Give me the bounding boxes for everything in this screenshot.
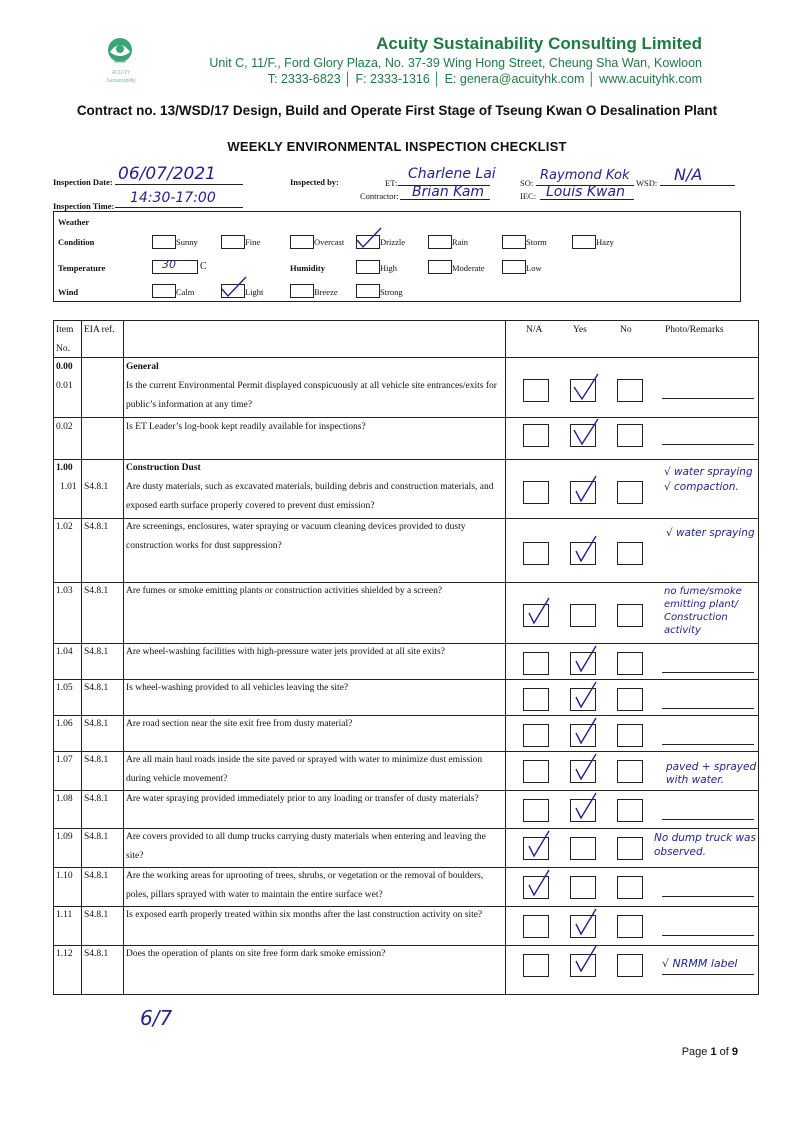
section-heading: General	[126, 362, 159, 372]
no-checkbox[interactable]	[617, 379, 643, 402]
row-number: 0.02	[56, 422, 73, 432]
row-eia-ref: S4.8.1	[84, 871, 109, 881]
remarks-line	[662, 896, 754, 897]
check-mark	[570, 643, 602, 675]
remarks-line	[662, 819, 754, 820]
row-number: 1.12	[56, 949, 73, 959]
inspection-time-value[interactable]: 14:30-17:00	[130, 190, 216, 206]
inspected-by-label: Inspected by:	[290, 177, 339, 187]
row-question: Are fumes or smoke emitting plants or construction activities shielded by a screen?	[126, 586, 443, 596]
handwritten-footnote: 6/7	[140, 1006, 173, 1030]
yes-checkbox[interactable]	[570, 604, 596, 627]
page-prefix: Page	[681, 1046, 711, 1058]
wind-light-label: Light	[245, 287, 264, 297]
et-value[interactable]: Charlene Lai	[408, 166, 496, 182]
humidity-high-label: High	[380, 263, 397, 273]
row-number: 1.08	[56, 794, 73, 804]
inspection-date-label: Inspection Date:	[53, 177, 113, 187]
logo-text: ACUITY	[111, 70, 131, 76]
no-checkbox[interactable]	[617, 837, 643, 860]
wind-strong-label: Strong	[380, 287, 403, 297]
check-mark	[523, 828, 555, 860]
header-yes: Yes	[573, 325, 587, 335]
row-number: 0.00	[56, 362, 73, 372]
humidity-low-checkbox[interactable]	[502, 260, 526, 274]
header-item-no-2: No.	[56, 344, 70, 354]
wind-calm-checkbox[interactable]	[152, 284, 176, 298]
check-mark	[570, 906, 602, 938]
condition-fine-checkbox[interactable]	[221, 235, 245, 249]
no-checkbox[interactable]	[617, 481, 643, 504]
row-question: Are screenings, enclosures, water spraying or vacuum cleaning devices provided to dusty construction works for dust suppression?	[126, 522, 466, 551]
header-remarks: Photo/Remarks	[665, 325, 724, 335]
inspection-date-value[interactable]: 06/07/2021	[118, 164, 216, 184]
remarks-line	[662, 974, 754, 975]
document-title: WEEKLY ENVIRONMENTAL INSPECTION CHECKLIST	[227, 139, 567, 154]
wind-label: Wind	[58, 287, 79, 297]
yes-checkbox[interactable]	[570, 837, 596, 860]
row-remark[interactable]: √ NRMM label	[662, 957, 738, 970]
no-checkbox[interactable]	[617, 424, 643, 447]
contractor-value[interactable]: Brian Kam	[412, 184, 485, 200]
header-eia-ref: EIA ref.	[84, 325, 115, 335]
condition-fine-label: Fine	[245, 237, 261, 247]
row-question: Are the working areas for uprooting of trees, shrubs, or vegetation or the removal of boulders, poles, pillars sprayed with water to maintain the entire surface wet?	[126, 871, 484, 900]
na-checkbox[interactable]	[523, 799, 549, 822]
row-number: 1.04	[56, 647, 73, 657]
remarks-line	[662, 444, 754, 445]
row-number: 0.01	[56, 381, 73, 391]
remarks-line	[662, 935, 754, 936]
logo-subtext: Sustainability	[106, 78, 136, 84]
remarks-line	[662, 744, 754, 745]
check-mark	[570, 416, 602, 448]
humidity-low-label: Low	[526, 263, 542, 273]
check-mark	[523, 867, 555, 899]
check-mark	[570, 473, 602, 505]
section-heading: Construction Dust	[126, 463, 201, 473]
company-contact: T: 2333-6823 │ F: 2333-1316 │ E: genera@acuityhk.com │ www.acuityhk.com	[267, 72, 702, 86]
condition-hazy-label: Hazy	[596, 237, 614, 247]
row-remark[interactable]: √ water spraying	[666, 527, 755, 539]
weather-heading: Weather	[58, 217, 90, 227]
row-question: Is ET Leader’s log-book kept readily available for inspections?	[126, 422, 366, 432]
condition-sunny-label: Sunny	[176, 237, 198, 247]
contractor-label: Contractor:	[360, 191, 399, 201]
iec-label: IEC:	[520, 191, 537, 201]
page-number	[682, 1046, 738, 1058]
check-mark	[570, 533, 602, 565]
check-mark	[570, 679, 602, 711]
row-eia-ref: S4.8.1	[84, 910, 109, 920]
row-question: Are covers provided to all dump trucks carrying dusty materials when entering and leaving the site?	[126, 832, 486, 861]
row-question: Are dusty materials, such as excavated materials, building debris and construction materials, and exposed earth surface properly covered to prevent dust emission?	[126, 482, 494, 511]
na-checkbox[interactable]	[523, 724, 549, 747]
row-eia-ref: S4.8.1	[84, 586, 109, 596]
na-checkbox[interactable]	[523, 954, 549, 977]
page-of: of	[716, 1046, 732, 1058]
condition-rain-checkbox[interactable]	[428, 235, 452, 249]
row-remark[interactable]: √ water spraying √ compaction.	[664, 466, 753, 493]
row-number: 1.09	[56, 832, 73, 842]
no-checkbox[interactable]	[617, 542, 643, 565]
header-no: No	[620, 325, 632, 335]
na-checkbox[interactable]	[523, 424, 549, 447]
yes-checkbox[interactable]	[570, 876, 596, 899]
page-total: 9	[731, 1046, 738, 1058]
wsd-value[interactable]: N/A	[674, 165, 703, 184]
contract-title: Contract no. 13/WSD/17 Design, Build and Operate First Stage of Tseung Kwan O Desalination Plant	[76, 103, 718, 118]
na-checkbox[interactable]	[523, 915, 549, 938]
row-remark[interactable]: no fume/smoke emitting plant/ Construction activity	[664, 586, 742, 636]
condition-storm-label: Storm	[526, 237, 547, 247]
condition-sunny-checkbox[interactable]	[152, 235, 176, 249]
remarks-line	[662, 672, 754, 673]
na-checkbox[interactable]	[523, 688, 549, 711]
condition-drizzle-label: Drizzle	[380, 237, 406, 247]
no-checkbox[interactable]	[617, 760, 643, 783]
row-question: Are road section near the site exit free from dusty material?	[126, 719, 353, 729]
temperature-unit: C	[200, 261, 207, 272]
na-checkbox[interactable]	[523, 379, 549, 402]
et-label: ET:	[385, 178, 398, 188]
row-number: 1.10	[56, 871, 73, 881]
row-number: 1.00	[56, 463, 73, 473]
humidity-moderate-checkbox[interactable]	[428, 260, 452, 274]
row-question: Are water spraying provided immediately prior to any loading or transfer of dusty materials?	[126, 794, 479, 804]
weather-box	[53, 211, 741, 302]
no-checkbox[interactable]	[617, 799, 643, 822]
no-checkbox[interactable]	[617, 604, 643, 627]
so-label: SO:	[520, 178, 534, 188]
row-number: 1.03	[56, 586, 73, 596]
humidity-moderate-label: Moderate	[452, 263, 485, 273]
row-number: 1.07	[56, 755, 73, 765]
na-checkbox[interactable]	[523, 760, 549, 783]
row-eia-ref: S4.8.1	[84, 794, 109, 804]
condition-overcast-checkbox[interactable]	[290, 235, 314, 249]
remarks-line	[662, 708, 754, 709]
row-number: 1.11	[56, 910, 73, 920]
company-logo	[96, 32, 146, 94]
row-eia-ref: S4.8.1	[84, 683, 109, 693]
company-name: Acuity Sustainability Consulting Limited	[376, 34, 702, 53]
iec-value[interactable]: Louis Kwan	[546, 184, 625, 200]
header-na: N/A	[526, 325, 543, 335]
company-address: Unit C, 11/F., Ford Glory Plaza, No. 37-39 Wing Hong Street, Cheung Sha Wan, Kowloon	[209, 56, 702, 70]
no-checkbox[interactable]	[617, 652, 643, 675]
wind-breeze-label: Breeze	[314, 287, 338, 297]
condition-storm-checkbox[interactable]	[502, 235, 526, 249]
check-mark	[523, 595, 555, 627]
condition-overcast-label: Overcast	[314, 237, 345, 247]
row-eia-ref: S4.8.1	[84, 522, 109, 532]
page-current: 1	[710, 1046, 717, 1058]
no-checkbox[interactable]	[617, 954, 643, 977]
condition-label: Condition	[58, 237, 95, 247]
row-remark[interactable]: paved + sprayed with water.	[666, 761, 757, 786]
checklist-table	[53, 320, 759, 995]
row-remark[interactable]: No dump truck was observed.	[654, 832, 756, 858]
row-eia-ref: S4.8.1	[84, 482, 109, 492]
condition-hazy-checkbox[interactable]	[572, 235, 596, 249]
condition-rain-label: Rain	[452, 237, 469, 247]
na-checkbox[interactable]	[523, 481, 549, 504]
row-number: 1.06	[56, 719, 73, 729]
row-number: 1.01	[60, 482, 77, 492]
check-mark	[570, 751, 602, 783]
row-question: Is wheel-washing provided to all vehicles leaving the site?	[126, 683, 349, 693]
row-eia-ref: S4.8.1	[84, 832, 109, 842]
row-question: Are all main haul roads inside the site paved or sprayed with water to minimize dust emission during vehicle movement?	[126, 755, 483, 784]
humidity-label: Humidity	[290, 263, 325, 273]
row-question: Does the operation of plants on site free form dark smoke emission?	[126, 949, 386, 959]
check-mark	[570, 943, 602, 975]
check-mark	[570, 371, 602, 403]
no-checkbox[interactable]	[617, 688, 643, 711]
humidity-high-checkbox[interactable]	[356, 260, 380, 274]
temperature-label: Temperature	[58, 263, 106, 273]
wind-breeze-checkbox[interactable]	[290, 284, 314, 298]
no-checkbox[interactable]	[617, 876, 643, 899]
remarks-line	[662, 398, 754, 399]
row-eia-ref: S4.8.1	[84, 755, 109, 765]
na-checkbox[interactable]	[523, 652, 549, 675]
wind-strong-checkbox[interactable]	[356, 284, 380, 298]
row-eia-ref: S4.8.1	[84, 949, 109, 959]
wsd-label: WSD:	[636, 178, 658, 188]
row-question: Is exposed earth properly treated within six months after the last construction activity on site?	[126, 910, 483, 920]
check-mark	[570, 715, 602, 747]
row-eia-ref: S4.8.1	[84, 719, 109, 729]
no-checkbox[interactable]	[617, 915, 643, 938]
wind-calm-label: Calm	[176, 287, 195, 297]
row-question: Are wheel-washing facilities with high-pressure water jets provided at all site exits?	[126, 647, 445, 657]
na-checkbox[interactable]	[523, 542, 549, 565]
so-value[interactable]: Raymond Kok	[540, 168, 630, 183]
header-item-no-1: Item	[56, 325, 74, 335]
temperature-value: 30	[162, 258, 176, 271]
check-mark	[570, 790, 602, 822]
inspection-time-label: Inspection Time:	[53, 201, 115, 211]
no-checkbox[interactable]	[617, 724, 643, 747]
row-number: 1.02	[56, 522, 73, 532]
row-number: 1.05	[56, 683, 73, 693]
row-question: Is the current Environmental Permit displayed conspicuously at all vehicle site entrances/exits for public’s information at any time?	[126, 381, 497, 410]
row-eia-ref: S4.8.1	[84, 647, 109, 657]
